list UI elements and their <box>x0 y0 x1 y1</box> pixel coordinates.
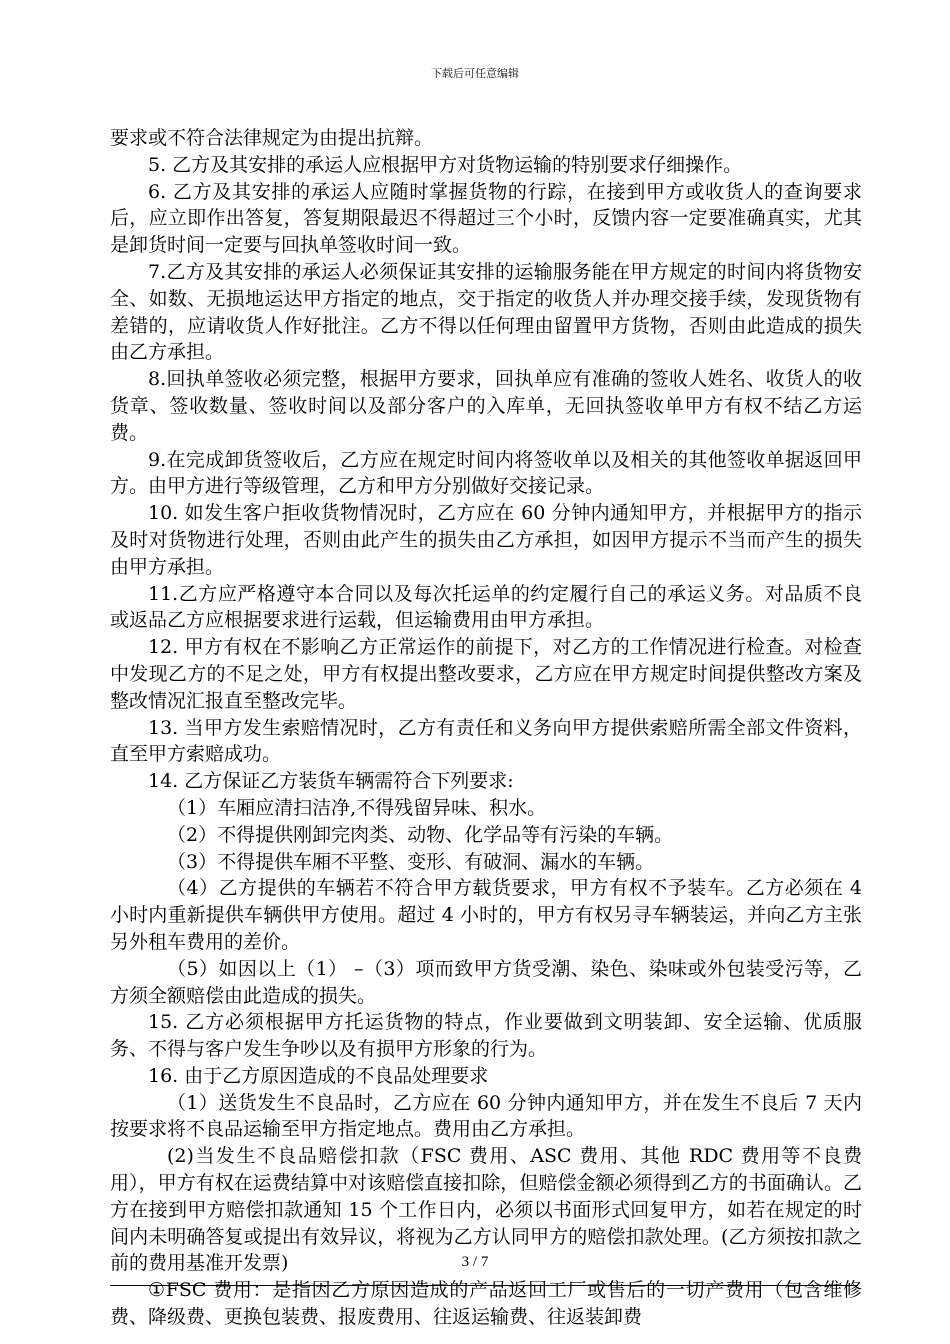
clause-8: 8.回执单签收必须完整，根据甲方要求，回执单应有准确的签收人姓名、收货人的收货章、签收数量、签收时间以及部分客户的入库单，无回执签收单甲方有权不结乙方运费。 <box>110 368 862 444</box>
header-note: 下载后可任意编辑 <box>431 67 519 80</box>
clause-14-item-2: （2）不得提供刚卸完肉类、动物、化学品等有污染的车辆。 <box>167 823 674 846</box>
clause-14-item-1: （1）车厢应清扫洁净,不得残留异味、积水。 <box>167 796 547 819</box>
clause-14-item-5: （5）如因以上（1） –（3）项而致甲方货受潮、染色、染味或外包装受污等，乙方须全额赔偿由此造成的损失。 <box>110 957 862 1007</box>
clause-9: 9.在完成卸货签收后，乙方应在规定时间内将签收单以及相关的其他签收单据返回甲方。由甲方进行等级管理，乙方和甲方分别做好交接记录。 <box>110 448 862 498</box>
clause-12: 12. 甲方有权在不影响乙方正常运作的前提下，对乙方的工作情况进行检查。对检查中发现乙方的不足之处，甲方有权提出整改要求，乙方应在甲方规定时间提供整改方案及整改情况汇报直至整改完毕。 <box>110 636 862 712</box>
document-body <box>110 125 862 1331</box>
clause-14-item-4: （4）乙方提供的车辆若不符合甲方载货要求，甲方有权不予装车。乙方必须在 4 小时内重新提供车辆供甲方使用。超过 4 小时的，甲方有权另寻车辆装运，并向乙方主张另外租车费用的差价。 <box>110 877 862 953</box>
clause-14: 14. 乙方保证乙方装货车辆需符合下列要求: <box>148 770 514 793</box>
clause-15: 15. 乙方必须根据甲方托运货物的特点，作业要做到文明装卸、安全运输、优质服务、不得与客户发生争吵以及有损甲方形象的行为。 <box>110 1011 862 1061</box>
clause-7: 7.乙方及其安排的承运人必须保证其安排的运输服务能在甲方规定的时间内将货物安全、如数、无损地运达甲方指定的地点，交于指定的收货人并办理交接手续，发现货物有差错的，应请收货人作好批注。乙方不得以任何理由留置甲方货物，否则由此造成的损失由乙方承担。 <box>110 260 862 364</box>
clause-16-item-2: (2)当发生不良品赔偿扣款（FSC 费用、ASC 费用、其他 RDC 费用等不良费用），甲方有权在运费结算中对该赔偿直接扣除，但赔偿金额必须得到乙方的书面确认。乙方在接到甲方赔偿扣款通知 15 个工作日内，必须以书面形式回复甲方，如若在规定的时间内未明确答复或提出有效异议，将视为乙方认同甲方的赔偿扣款处理。(乙方须按扣款之前的费用基准开发票) <box>110 1145 862 1275</box>
clause-5: 5. 乙方及其安排的承运人应根据甲方对货物运输的特别要求仔细操作。 <box>148 153 743 176</box>
paragraph: 要求或不符合法律规定为由提出抗辩。 <box>110 127 434 149</box>
clause-14-item-3: （3）不得提供车厢不平整、变形、有破洞、漏水的车辆。 <box>167 850 655 873</box>
clause-16: 16. 由于乙方原因造成的不良品处理要求 <box>148 1064 489 1087</box>
clause-11: 11.乙方应严格遵守本合同以及每次托运单的约定履行自己的承运义务。对品质不良或返品乙方应根据要求进行运载，但运输费用由甲方承担。 <box>110 582 862 632</box>
clause-6: 6. 乙方及其安排的承运人应随时掌握货物的行踪，在接到甲方或收货人的查询要求后，应立即作出答复，答复期限最迟不得超过三个小时，反馈内容一定要准确真实，尤其是卸货时间一定要与回执单签收时间一致。 <box>110 180 862 257</box>
clause-10: 10. 如发生客户拒收货物情况时，乙方应在 60 分钟内通知甲方，并根据甲方的指示及时对货物进行处理，否则由此产生的损失由乙方承担，如因甲方提示不当而产生的损失由甲方承担。 <box>110 502 862 578</box>
clause-13: 13. 当甲方发生索赔情况时，乙方有责任和义务向甲方提供索赔所需全部文件资料，直至甲方索赔成功。 <box>110 716 862 766</box>
clause-16-fsc-definition: ①FSC 费用：是指因乙方原因造成的产品返回工厂或售后的一切产费用（包含维修费、降级费、更换包装费、报废费用、往返运输费、往返装卸费 <box>110 1279 862 1329</box>
clause-16-item-1: （1）送货发生不良品时，乙方应在 60 分钟内通知甲方，并在发生不良后 7 天内按要求将不良品运输至甲方指定地点。费用由乙方承担。 <box>110 1091 862 1141</box>
page-number: 3 / 7 <box>461 1254 489 1270</box>
footer-divider <box>110 1285 858 1286</box>
